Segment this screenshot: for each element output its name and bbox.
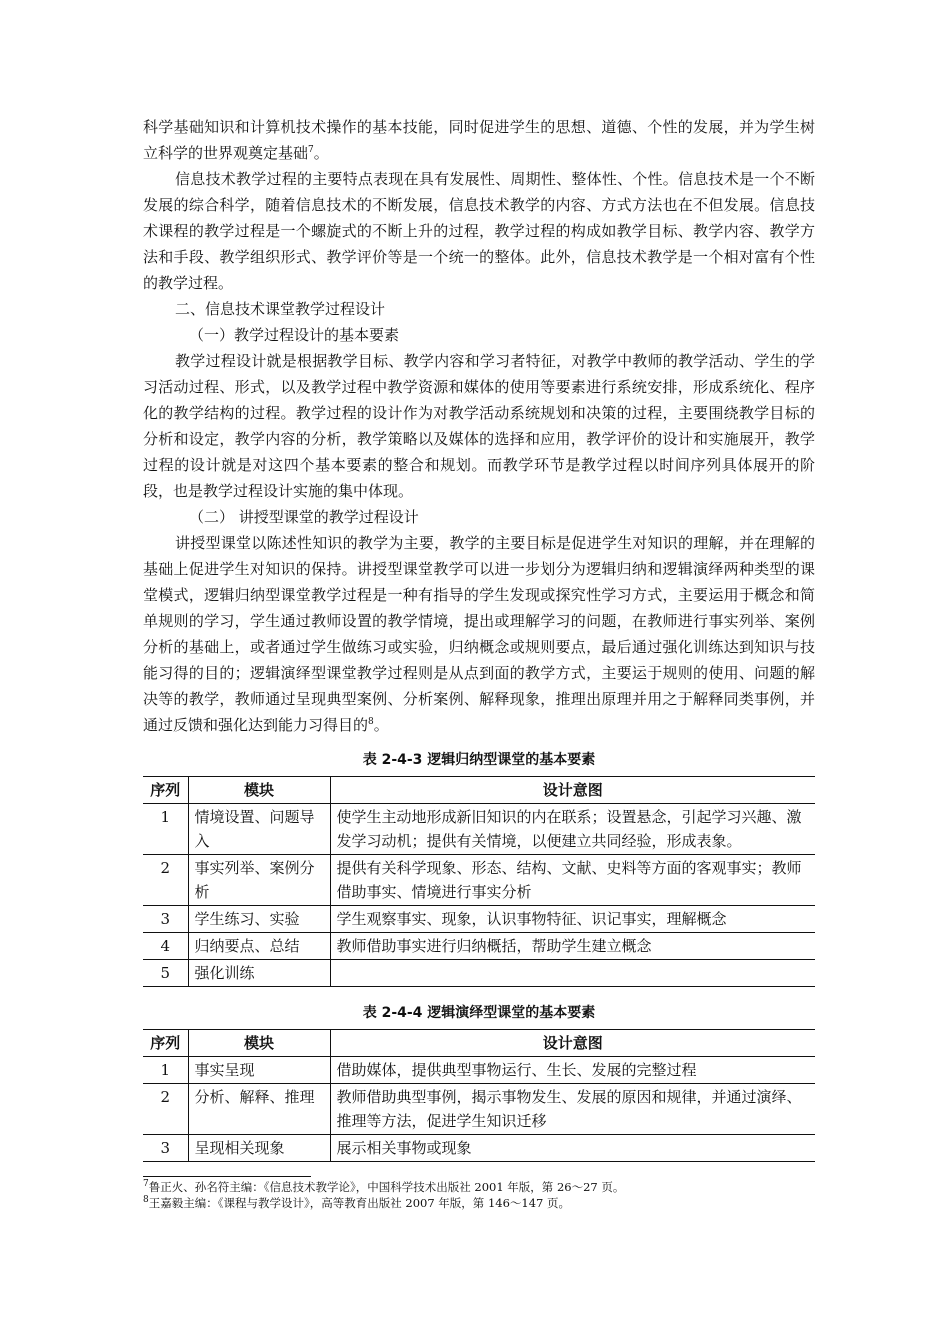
- table-row: [143, 933, 815, 960]
- subsection-heading-2: （二） 讲授型课堂的教学过程设计: [189, 508, 419, 526]
- table-cell: 事实列举、案例分析: [188, 855, 330, 906]
- table-1: [143, 776, 815, 987]
- paragraph-3: 教学过程设计就是根据教学目标、教学内容和学习者特征，对教学中教师的教学活动、学生的学习活动过程、形式，以及教学过程中教学资源和媒体的使用等要素进行系统安排，形成系统化、程序化的教学结构的过程。教学过程的设计作为对教学活动系统规划和决策的过程，主要围绕教学目标的分析和设定，教学内容的分析，教学策略以及媒体的选择和应用，教学评价的设计和实施展开，教学过程的设计就是对这四个基本要素的整合和规划。而教学环节是教学过程以时间序列具体展开的阶段，也是教学过程设计实施的集中体现。: [143, 352, 815, 500]
- table-cell: 2: [143, 1084, 188, 1135]
- table-2: [143, 1029, 815, 1162]
- table-row: [143, 906, 815, 933]
- paragraph-4: 讲授型课堂以陈述性知识的教学为主要，教学的主要目标是促进学生对知识的理解，并在理解的基础上促进学生对知识的保持。讲授型课堂教学可以进一步划分为逻辑归纳和逻辑演绎两种类型的课堂模式，逻辑归纳型课堂教学过程是一种有指导的学生发现或探究性学习方式，主要运用于概念和简单规则的学习，学生通过教师设置的教学情境，提出或理解学习的问题，在教师进行事实列举、案例分析的基础上，或者通过学生做练习或实验，归纳概念或规则要点，最后通过强化训练达到知识与技能习得的目的；逻辑演绎型课堂教学过程则是从点到面的教学方式，主要运于规则的使用、问题的解决等的教学，教师通过呈现典型案例、分析案例、解释现象，推理出原理并用之于解释同类事例，并通过反馈和强化达到能力习得目的$^8$。: [143, 534, 815, 734]
- subsection-heading-1: （一）教学过程设计的基本要素: [189, 326, 400, 344]
- table-row: [143, 960, 815, 987]
- table-cell: 展示相关事物或现象: [330, 1135, 815, 1162]
- table-cell: 呈现相关现象: [188, 1135, 330, 1162]
- table-cell: 5: [143, 960, 188, 987]
- table-cell: 1: [143, 804, 188, 855]
- table-cell: 借助媒体，提供典型事物运行、生长、发展的完整过程: [330, 1057, 815, 1084]
- table-cell: [330, 960, 815, 987]
- footnote-ref-7[interactable]: 7: [308, 145, 314, 155]
- table-2-header: 模块: [188, 1030, 330, 1057]
- table-cell: 情境设置、问题导入: [188, 804, 330, 855]
- table-cell: 学生观察事实、现象，认识事物特征、识记事实，理解概念: [330, 906, 815, 933]
- table-row: [143, 1135, 815, 1162]
- table-cell: 使学生主动地形成新旧知识的内在联系；设置悬念，引起学习兴趣、激发学习动机；提供有关情境，以便建立共同经验，形成表象。: [330, 804, 815, 855]
- table-row: [143, 1057, 815, 1084]
- footnote-7: $^7$鲁正火、孙名符主编：《信息技术教学论》，中国科学技术出版社 2001 年版，第 26～27 页。: [143, 1179, 625, 1194]
- table-2-caption: 表 2-4-4 逻辑演绎型课堂的基本要素: [362, 1005, 596, 1021]
- footnote-separator: [143, 1176, 311, 1177]
- paragraph-2: 信息技术教学过程的主要特点表现在具有发展性、周期性、整体性、个性。信息技术是一个不断发展的综合科学，随着信息技术的不断发展，信息技术教学的内容、方式方法也在不但发展。信息技术课程的教学过程是一个螺旋式的不断上升的过程，教学过程的构成如教学目标、教学内容、教学方法和手段、教学组织形式、教学评价等是一个统一的整体。此外，信息技术教学是一个相对富有个性的教学过程。: [143, 170, 815, 292]
- table-cell: 3: [143, 906, 188, 933]
- table-cell: 强化训练: [188, 960, 330, 987]
- table-cell: 4: [143, 933, 188, 960]
- table-cell: 1: [143, 1057, 188, 1084]
- table-cell: 分析、解释、推理: [188, 1084, 330, 1135]
- table-2-header: 序列: [143, 1030, 188, 1057]
- table-cell: 提供有关科学现象、形态、结构、文献、史料等方面的客观事实；教师借助事实、情境进行事实分析: [330, 855, 815, 906]
- table-1-header: 设计意图: [330, 777, 815, 804]
- table-row: [143, 1084, 815, 1135]
- table-2-header: 设计意图: [330, 1030, 815, 1057]
- table-cell: 事实呈现: [188, 1057, 330, 1084]
- table-cell: 教师借助典型事例，揭示事物发生、发展的原因和规律，并通过演绎、推理等方法，促进学生知识迁移: [330, 1084, 815, 1135]
- table-cell: 2: [143, 855, 188, 906]
- table-1-header: 序列: [143, 777, 188, 804]
- table-row: [143, 855, 815, 906]
- footnote-8: $^8$王嘉毅主编：《课程与教学设计》，高等教育出版社 2007 年版，第 146～147 页。: [143, 1195, 571, 1210]
- document-page: [143, 114, 815, 1211]
- table-row: [143, 804, 815, 855]
- table-cell: 归纳要点、总结: [188, 933, 330, 960]
- table-cell: 3: [143, 1135, 188, 1162]
- paragraph-1: 科学基础知识和计算机技术操作的基本技能，同时促进学生的思想、道德、个性的发展，并为学生树立科学的世界观奠定基础$^7$。: [143, 118, 815, 162]
- table-1-header: 模块: [188, 777, 330, 804]
- section-heading: 二、信息技术课堂教学过程设计: [175, 300, 386, 318]
- footnote-ref-8[interactable]: 8: [368, 717, 374, 727]
- table-1-caption: 表 2-4-3 逻辑归纳型课堂的基本要素: [362, 752, 596, 768]
- table-cell: 学生练习、实验: [188, 906, 330, 933]
- table-cell: 教师借助事实进行归纳概括，帮助学生建立概念: [330, 933, 815, 960]
